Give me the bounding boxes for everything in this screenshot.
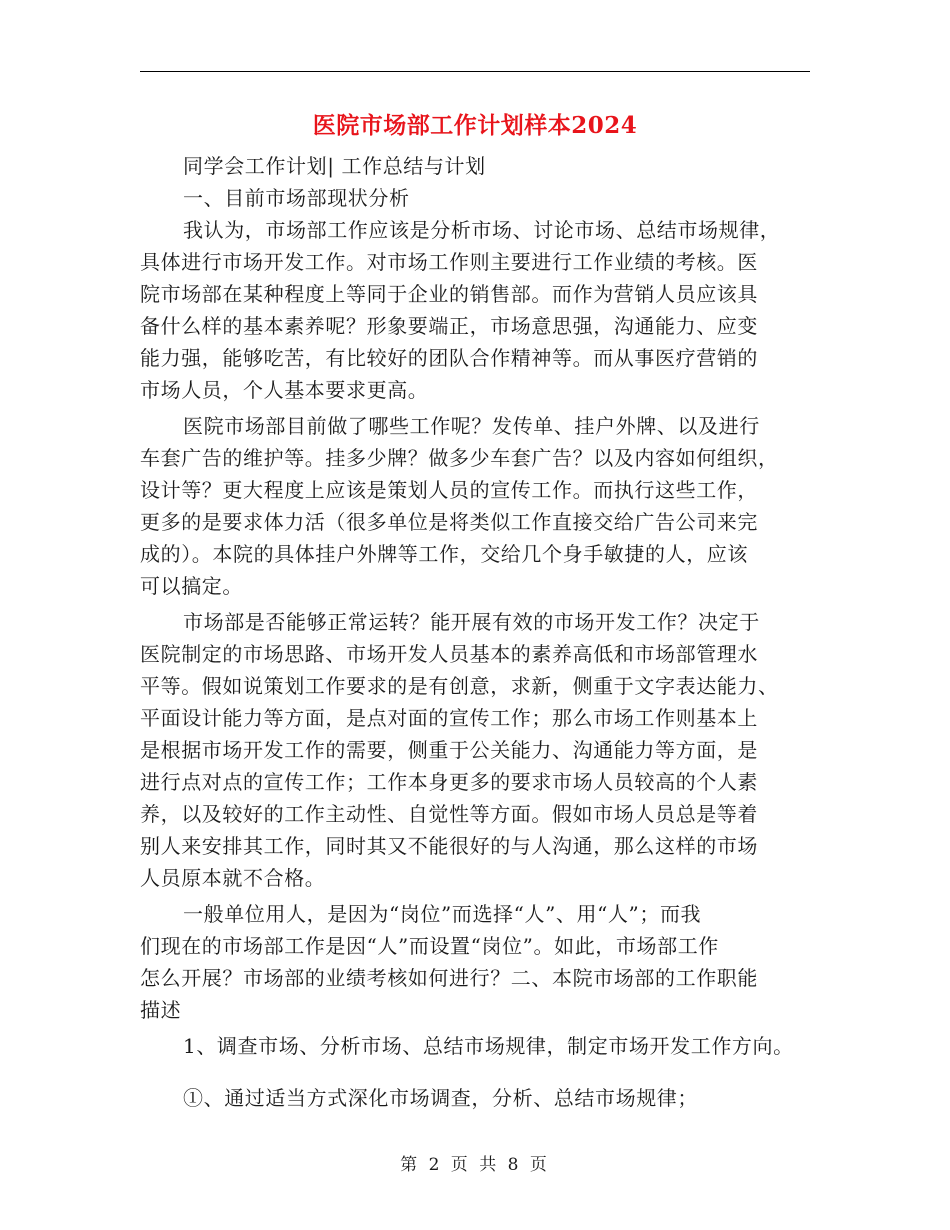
paragraph-line: 描述 [140, 998, 182, 1022]
paragraph-line: 市场人员，个人基本要求更高。 [140, 378, 429, 402]
paragraph-line: 是根据市场开发工作的需要，侧重于公关能力、沟通能力等方面，是 [140, 738, 758, 762]
paragraph-line: 备什么样的基本素养呢？形象要端正，市场意思强，沟通能力、应变 [140, 314, 758, 338]
paragraph-line: 一般单位用人，是因为“岗位”而选择“人”、用“人”；而我 [183, 902, 702, 926]
paragraph-line: 成的）。本院的具体挂户外牌等工作，交给几个身手敏捷的人，应该 [140, 542, 748, 566]
paragraph-line: 们现在的市场部工作是因“人”而设置“岗位”。如此，市场部工作 [140, 934, 719, 958]
paragraph-line: 市场部是否能够正常运转？能开展有效的市场开发工作？决定于 [183, 610, 760, 634]
paragraph-line: 怎么开展？市场部的业绩考核如何进行？二、本院市场部的工作职能 [140, 966, 758, 990]
paragraph-line: 平等。假如说策划工作要求的是有创意，求新，侧重于文字表达能力、 [140, 674, 779, 698]
list-item: 1、调查市场、分析市场、总结市场规律，制定市场开发工作方向。 [183, 1034, 794, 1058]
text-line: 同学会工作计划| 工作总结与计划 [183, 154, 486, 178]
paragraph-line: 我认为，市场部工作应该是分析市场、讨论市场、总结市场规律， [183, 218, 781, 242]
document-title: 医院市场部工作计划样本2024 [312, 112, 638, 139]
paragraph-line: 具体进行市场开发工作。对市场工作则主要进行工作业绩的考核。医 [140, 250, 758, 274]
paragraph-line: 别人来安排其工作，同时其又不能很好的与人沟通，那么这样的市场 [140, 834, 758, 858]
section-heading: 一、目前市场部现状分析 [183, 186, 410, 210]
paragraph-line: 院市场部在某种程度上等同于企业的销售部。而作为营销人员应该具 [140, 282, 758, 306]
document-body [140, 150, 812, 1114]
paragraph-line: 养，以及较好的工作主动性、自觉性等方面。假如市场人员总是等着 [140, 802, 758, 826]
paragraph-line: 进行点对点的宣传工作；工作本身更多的要求市场人员较高的个人素 [140, 770, 758, 794]
page-number: 第 2 页 共 8 页 [400, 1155, 550, 1175]
sub-list-item: ①、通过适当方式深化市场调查，分析、总结市场规律； [183, 1086, 698, 1110]
paragraph-line: 医院市场部目前做了哪些工作呢？发传单、挂户外牌、以及进行 [183, 414, 760, 438]
paragraph-line: 可以搞定。 [140, 574, 243, 598]
paragraph-line: 能力强，能够吃苦，有比较好的团队合作精神等。而从事医疗营销的 [140, 346, 758, 370]
header-rule [140, 71, 810, 72]
paragraph-line: 医院制定的市场思路、市场开发人员基本的素养高低和市场部管理水 [140, 642, 758, 666]
paragraph-line: 设计等？更大程度上应该是策划人员的宣传工作。而执行这些工作， [140, 478, 758, 502]
paragraph-line: 平面设计能力等方面，是点对面的宣传工作；那么市场工作则基本上 [140, 706, 758, 730]
paragraph-line: 人员原本就不合格。 [140, 866, 326, 890]
paragraph-line: 车套广告的维护等。挂多少牌？做多少车套广告？以及内容如何组织， [140, 446, 779, 470]
paragraph-line: 更多的是要求体力活（很多单位是将类似工作直接交给广告公司来完 [140, 510, 758, 534]
